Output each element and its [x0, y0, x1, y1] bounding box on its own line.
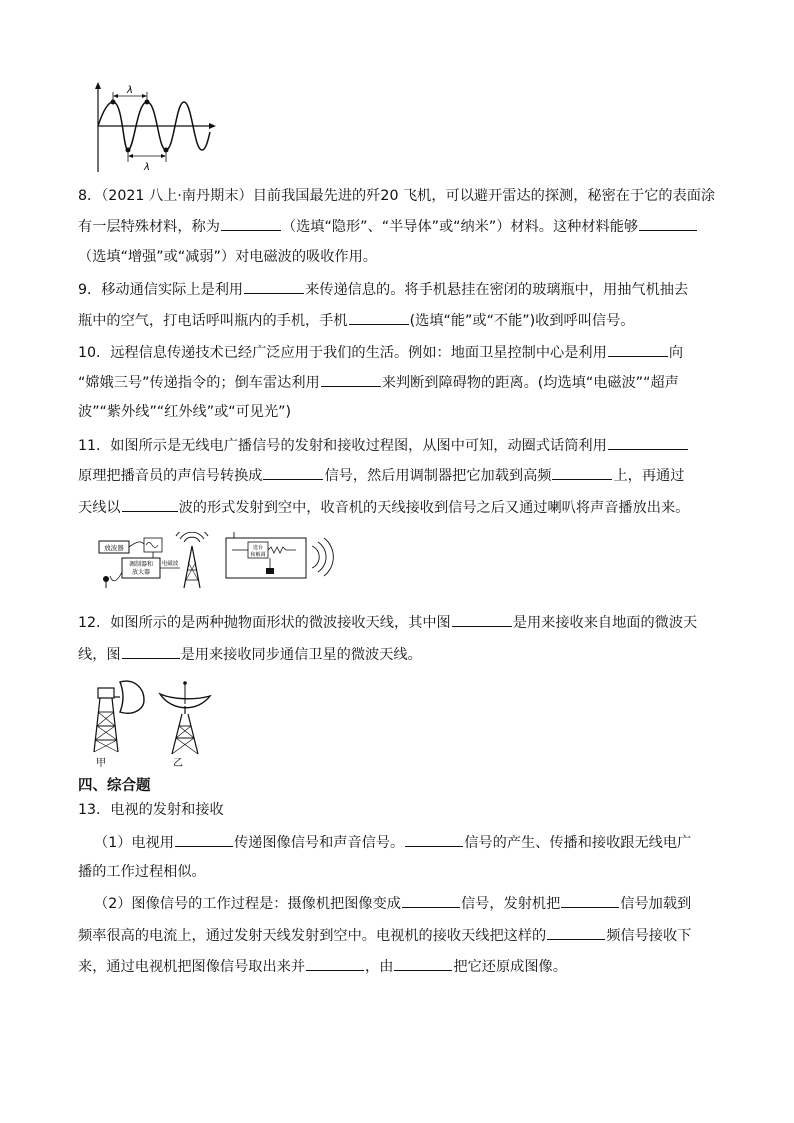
q9-line-2: [78, 310, 720, 331]
q11-text: 天线以: [78, 500, 121, 516]
transmit-tower-icon: [176, 532, 208, 588]
answer-blank[interactable]: [263, 465, 323, 480]
q13-text: 播的工作过程相似。: [78, 864, 206, 880]
q11-line-2: [78, 465, 720, 486]
q13-text: 频信号接收下: [606, 928, 692, 944]
q10-text: 波”“紫外线”“红外线”或“可见光”): [78, 404, 292, 420]
q11-text: 波的形式发射到空中，收音机的天线接收到信号之后又通过喇叭将声音播放出来。: [178, 500, 690, 516]
lambda-label-top: λ: [127, 85, 133, 96]
q12-text: 是用来接收来自地面的微波天: [512, 615, 698, 631]
q11-line-3: [78, 497, 720, 518]
antenna-b-icon: [160, 681, 210, 754]
q13-p2-line-2: [78, 925, 720, 946]
antenna-label-b: 乙: [173, 758, 183, 769]
q11-text: 原理把播音员的声信号转换成: [78, 468, 263, 484]
q13-p2-line-3: [78, 956, 720, 977]
q8-line-2: [78, 216, 720, 237]
q10-line-1: [78, 342, 720, 363]
answer-blank[interactable]: [608, 342, 668, 357]
answer-blank[interactable]: [221, 216, 281, 231]
q13-text: 13．电视的发射和接收: [78, 802, 224, 818]
wave-figure: [90, 82, 220, 174]
q12-text: 是用来接收同步通信卫星的微波天线。: [180, 647, 422, 663]
q8-text: 有一层特殊材料，称为: [78, 219, 220, 235]
q10-text: “嫦娥三号”传递指令的；倒车雷达利用: [78, 375, 320, 391]
q8-text: （选填“增强”或“减弱”）对电磁波的吸收作用。: [78, 249, 377, 265]
answer-blank[interactable]: [349, 310, 409, 325]
q10-text: 来判断到障碍物的距离。(均选填“电磁波”“超声: [381, 375, 679, 391]
q8-line-3: [78, 247, 720, 267]
answer-blank[interactable]: [402, 893, 460, 908]
q11-text: 上，再通过: [613, 468, 685, 484]
q13-text: 来，通过电视机把图像信号取出来并: [78, 959, 306, 975]
q12-text: 12．如图所示的是两种抛物面形状的微波接收天线，其中图: [78, 615, 451, 631]
mod-label-2: 放大器: [131, 569, 151, 576]
q13-text: （2）图像信号的工作过程是：摄像机把图像变成: [94, 896, 401, 912]
antenna-a-icon: [94, 681, 144, 752]
q8-line-1: [78, 186, 720, 206]
q11-text: 11．如图所示是无线电广播信号的发射和接收过程图，从图中可知，动圈式话筒利用: [78, 438, 607, 454]
microphone-icon: [103, 576, 109, 582]
q9-text: 来传递信息的。将手机悬挂在密闭的玻璃瓶中，用抽气机抽去: [305, 282, 689, 298]
speaker-icon: [266, 568, 274, 574]
q9-text: (选填“能”或“不能”)收到呼叫信号。: [409, 313, 635, 329]
q10-line-2: [78, 372, 720, 393]
lambda-label-bottom: λ: [144, 162, 150, 173]
q12-line-2: [78, 644, 720, 665]
answer-blank[interactable]: [394, 956, 452, 971]
tuner-label-2: 和解调: [250, 552, 266, 558]
answer-blank[interactable]: [547, 925, 605, 940]
q13-text: 传递图像信号和声音信号。: [233, 835, 405, 851]
q9-line-1: [78, 279, 720, 300]
q13-title: [78, 800, 720, 820]
q13-text: 信号加载到: [620, 896, 692, 912]
q10-text: 向: [668, 345, 684, 361]
q13-p1-line-2: [78, 862, 720, 882]
answer-blank[interactable]: [561, 893, 619, 908]
answer-blank[interactable]: [244, 279, 304, 294]
radio-broadcast-figure: [96, 532, 336, 592]
answer-blank[interactable]: [552, 465, 612, 480]
q13-text: 把它还原成图像。: [453, 959, 567, 975]
answer-blank[interactable]: [306, 956, 364, 971]
answer-blank[interactable]: [608, 435, 688, 450]
q13-text: 频率很高的电流上，通过发射天线发射到空中。电视机的接收天线把这样的: [78, 928, 547, 944]
antenna-label-a: 甲: [96, 758, 106, 769]
q12-line-1: [78, 612, 720, 633]
q13-text: （1）电视用: [94, 835, 174, 851]
section-heading: 四、综合题: [78, 778, 151, 794]
q10-text: 10．远程信息传递技术已经广泛应用于我们的生活。例如：地面卫星控制中心是利用: [78, 345, 607, 361]
q8-text: 8．（2021 八上·南丹期末）目前我国最先进的歼20 飞机，可以避开雷达的探测，秘密在于它的表面涂: [78, 188, 716, 204]
answer-blank[interactable]: [639, 216, 697, 231]
q10-line-3: [78, 402, 720, 422]
q12-text: 线，图: [78, 647, 121, 663]
answer-blank[interactable]: [405, 832, 463, 847]
q13-p2-line-1: [94, 893, 736, 914]
answer-blank[interactable]: [321, 372, 381, 387]
answer-blank[interactable]: [175, 832, 233, 847]
antenna-figure: [86, 670, 226, 770]
q9-text: 瓶中的空气，打电话呼叫瓶内的手机，手机: [78, 313, 348, 329]
mod-label-1: 调制器和: [128, 561, 154, 568]
answer-blank[interactable]: [122, 644, 180, 659]
amp-label: 放波器: [104, 544, 124, 552]
q13-text: ，由: [365, 959, 394, 975]
answer-blank[interactable]: [122, 497, 178, 512]
q13-text: 信号的产生、传播和接收跟无线电广: [464, 835, 692, 851]
q9-text: 9．移动通信实际上是利用: [78, 282, 244, 298]
q8-text: （选填“隐形”、“半导体”或“纳米”）材料。这种材料能够: [281, 219, 639, 235]
q11-text: 信号，然后用调制器把它加载到高频: [324, 468, 552, 484]
tuner-label-1: 选台: [252, 545, 264, 551]
q11-line-1: [78, 435, 720, 456]
q13-text: 信号，发射机把: [460, 896, 561, 912]
answer-blank[interactable]: [452, 612, 512, 627]
q13-p1-line-1: [94, 832, 736, 853]
wave-label: 电磁波: [161, 561, 179, 567]
